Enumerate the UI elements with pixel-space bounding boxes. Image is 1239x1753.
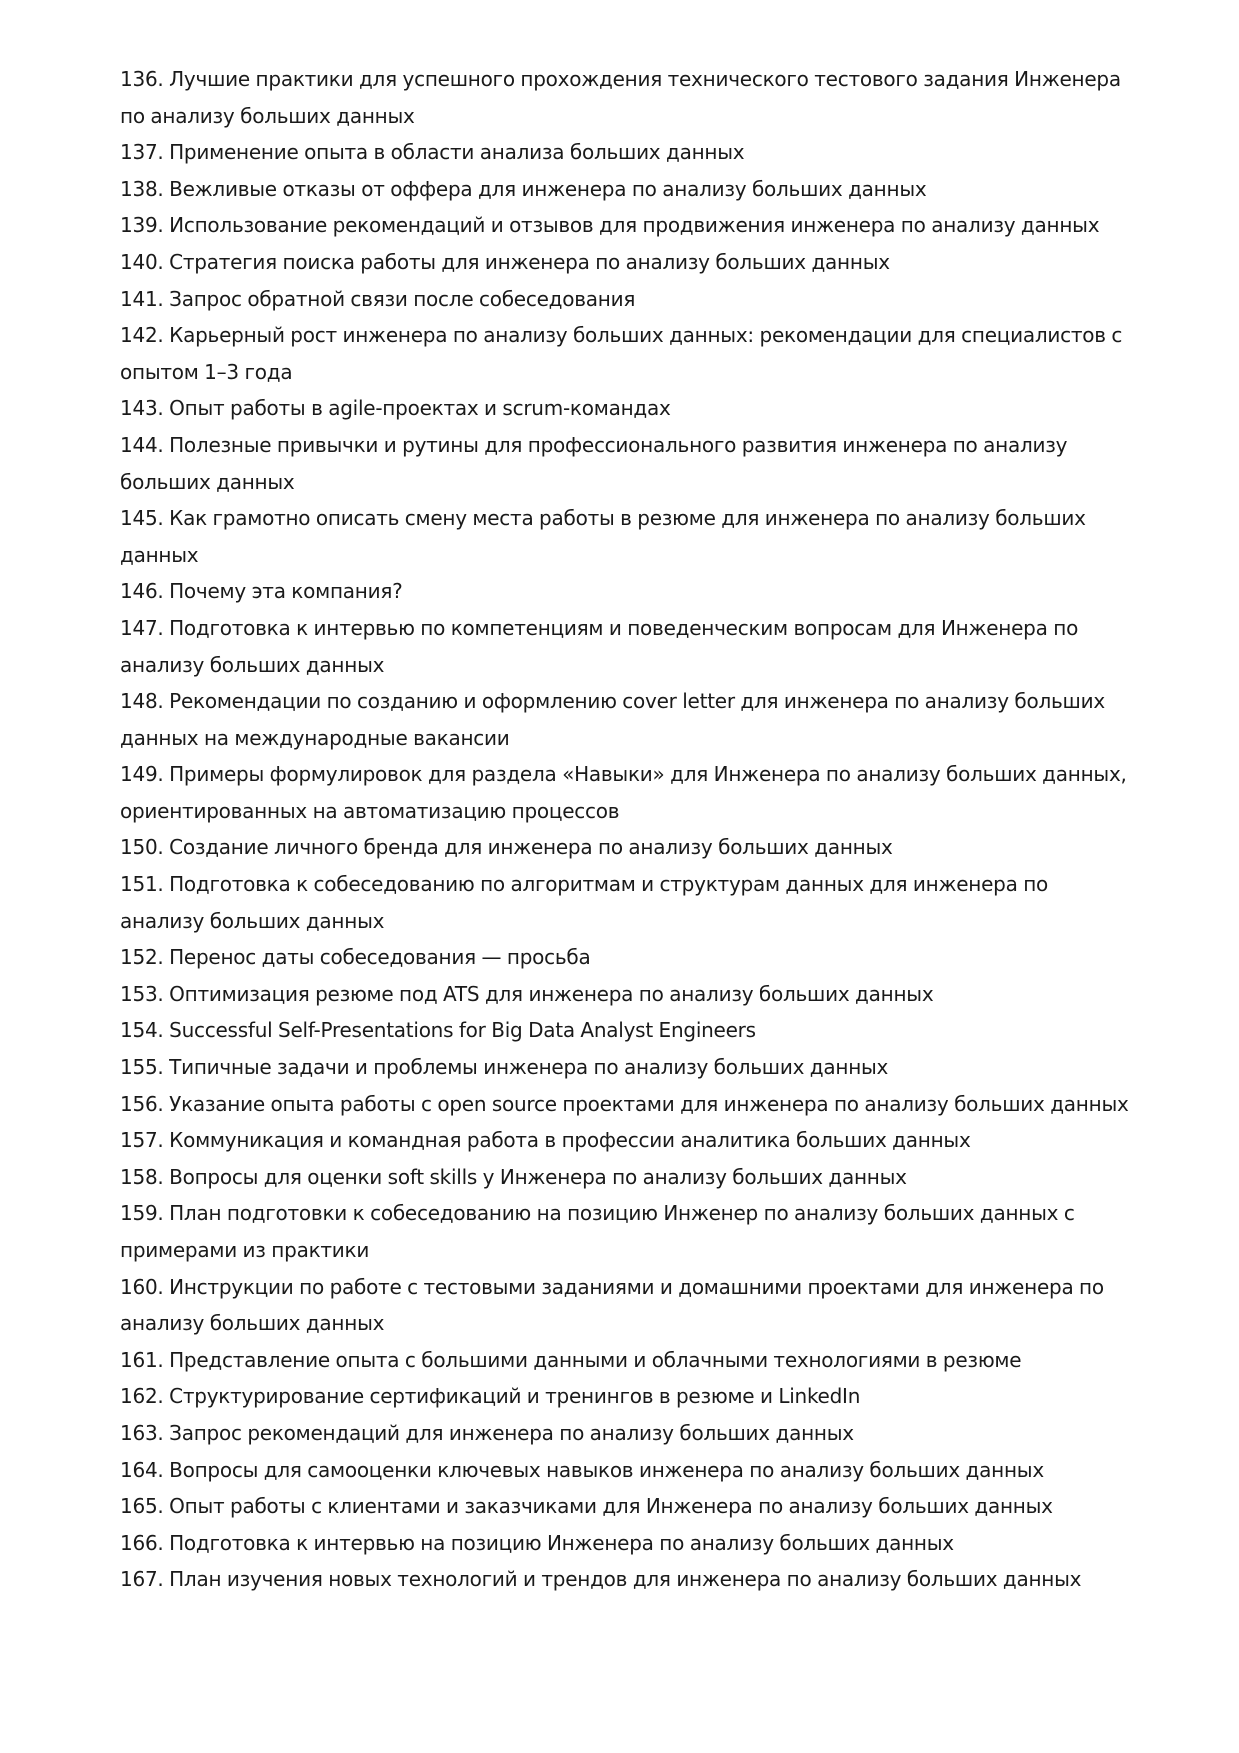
list-item: 148. Рекомендации по созданию и оформлению cover letter для инженера по анализу больших данных на международные вакансии xyxy=(120,689,1105,750)
list-item: 136. Лучшие практики для успешного прохождения технического тестового задания Инженера по анализу больших данных xyxy=(120,67,1121,128)
list-item: 156. Указание опыта работы с open source проектами для инженера по анализу больших данных xyxy=(120,1091,1129,1116)
list-item: 142. Карьерный рост инженера по анализу больших данных: рекомендации для специалистов с опытом 1–3 года xyxy=(120,323,1123,384)
list-item: 138. Вежливые отказы от оффера для инженера по анализу больших данных xyxy=(120,176,927,201)
list-item: 167. План изучения новых технологий и трендов для инженера по анализу больших данных xyxy=(120,1567,1082,1592)
list-item: 151. Подготовка к собеседованию по алгоритмам и структурам данных для инженера по анализу больших данных xyxy=(120,872,1049,933)
list-item: 157. Коммуникация и командная работа в профессии аналитика больших данных xyxy=(120,1128,971,1153)
list-item: 162. Структурирование сертификаций и тренингов в резюме и LinkedIn xyxy=(120,1384,861,1409)
list-item: 150. Создание личного бренда для инженера по анализу больших данных xyxy=(120,835,893,860)
list-item: 143. Опыт работы в agile-проектах и scrum-командах xyxy=(120,396,671,421)
list-item: 139. Использование рекомендаций и отзывов для продвижения инженера по анализу данных xyxy=(120,213,1100,238)
list-item: 140. Стратегия поиска работы для инженера по анализу больших данных xyxy=(120,249,890,274)
list-item: 141. Запрос обратной связи после собеседования xyxy=(120,286,636,311)
list-item: 158. Вопросы для оценки soft skills у Инженера по анализу больших данных xyxy=(120,1164,907,1189)
list-item: 166. Подготовка к интервью на позицию Инженера по анализу больших данных xyxy=(120,1530,954,1555)
list-item: 144. Полезные привычки и рутины для профессионального развития инженера по анализу больших данных xyxy=(120,432,1068,494)
list-item: 163. Запрос рекомендаций для инженера по анализу больших данных xyxy=(120,1420,854,1445)
list-item: 149. Примеры формулировок для раздела «Навыки» для Инженера по анализу больших данных, ориентированных на автоматизацию процессов xyxy=(120,762,1127,823)
list-item: 160. Инструкции по работе с тестовыми заданиями и домашними проектами для инженера по анализу больших данных xyxy=(120,1274,1104,1336)
list-item: 152. Перенос даты собеседования — просьба xyxy=(120,945,591,970)
list-item: 137. Применение опыта в области анализа больших данных xyxy=(120,140,745,165)
list-item: 146. Почему эта компания? xyxy=(120,579,403,604)
list-item: 145. Как грамотно описать смену места работы в резюме для инженера по анализу больших данных xyxy=(120,506,1086,567)
list-item: 154. Successful Self-Presentations for Big Data Analyst Engineers xyxy=(120,1018,756,1043)
list-item: 161. Представление опыта с большими данными и облачными технологиями в резюме xyxy=(120,1347,1022,1372)
list-item: 159. План подготовки к собеседованию на позицию Инженер по анализу больших данных с примерами из практики xyxy=(120,1201,1075,1262)
list-item: 165. Опыт работы с клиентами и заказчиками для Инженера по анализу больших данных xyxy=(120,1494,1053,1519)
list-item: 155. Типичные задачи и проблемы инженера по анализу больших данных xyxy=(120,1055,889,1080)
list-item: 153. Оптимизация резюме под ATS для инженера по анализу больших данных xyxy=(120,981,934,1006)
list-item: 147. Подготовка к интервью по компетенциям и поведенческим вопросам для Инженера по анализу больших данных xyxy=(120,615,1079,677)
topic-list xyxy=(120,61,1130,1598)
list-item: 164. Вопросы для самооценки ключевых навыков инженера по анализу больших данных xyxy=(120,1457,1044,1482)
